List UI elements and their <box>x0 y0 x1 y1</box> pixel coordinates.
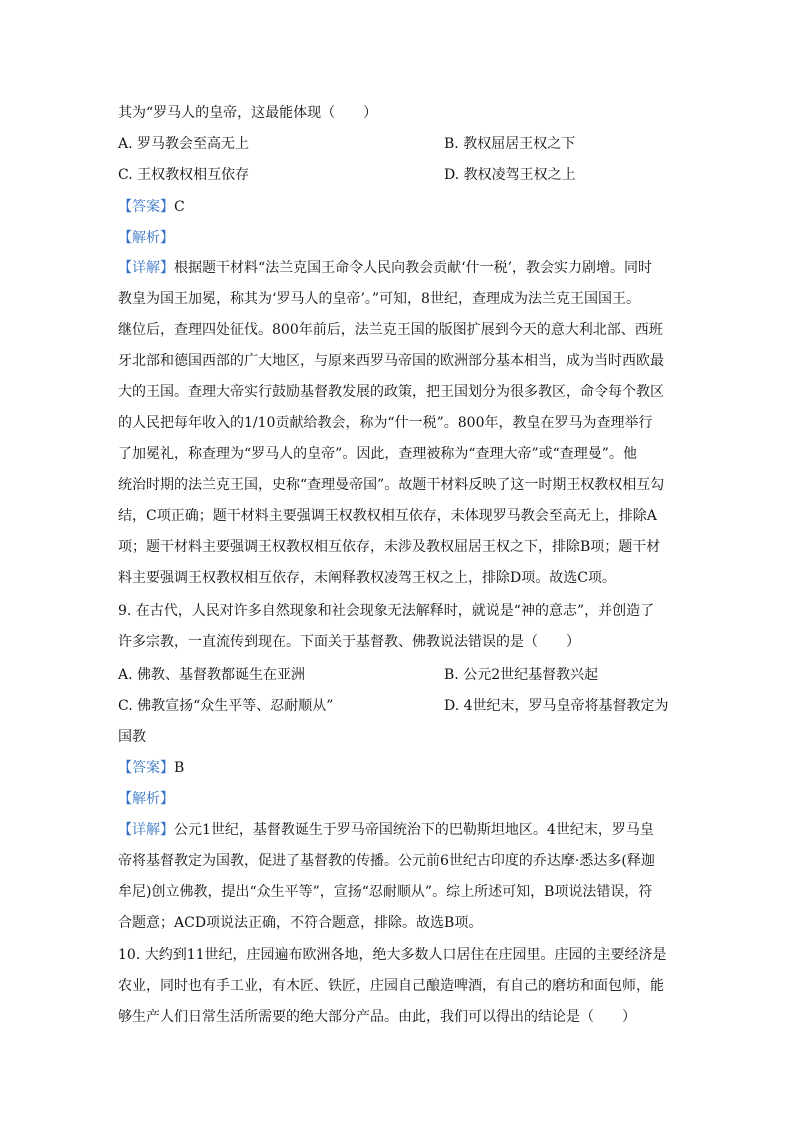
stem-line: 够生产人们日常生活所需要的绝大部分产品。由此，我们可以得出的结论是（ ） <box>118 1009 636 1025</box>
detail-line: 【详解】公元1世纪，基督教诞生于罗马帝国统治下的巴勒斯坦地区。4世纪末，罗马皇 <box>118 822 654 838</box>
q9-answer <box>118 758 184 778</box>
q9-option-b: B. 公元2世纪基督教兴起 <box>444 667 599 683</box>
detail-line: 帝将基督教定为国教，促进了基督教的传播。公元前6世纪古印度的乔达摩·悉达多(释迦 <box>118 853 655 869</box>
q9-option-c: C. 佛教宣扬“众生平等、忍耐顺从” <box>118 698 334 714</box>
q8-option-d: D. 教权凌驾王权之上 <box>444 167 576 183</box>
detail-line: 项；题干材料主要强调王权教权相互依存，未涉及教权屈居王权之下，排除B项；题干材 <box>118 539 661 555</box>
q8-option-b: B. 教权屈居王权之下 <box>444 136 576 152</box>
detail-line: 继位后，查理四处征伐。800年前后，法兰克王国的版图扩展到今天的意大利北部、西班 <box>118 322 663 338</box>
detail-line: 结，C项正确；题干材料主要强调王权教权相互依存，未体现罗马教会至高无上，排除A <box>118 508 657 524</box>
stem-line: 9. 在古代，人民对许多自然现象和社会现象无法解释时，就说是“神的意志”，并创造了 <box>118 603 655 619</box>
detail-line: 教皇为国王加冕，称其为‘罗马人的皇帝’。”可知，8世纪，查理成为法兰克王国国王。 <box>118 291 640 307</box>
detail-line: 牟尼)创立佛教，提出“众生平等”，宣扬“忍耐顺从”。综上所述可知，B项说法错误，符 <box>118 884 653 900</box>
detail-line: 牙北部和德国西部的广大地区，与原来西罗马帝国的欧洲部分基本相当，成为当时西欧最 <box>118 353 664 369</box>
detail-line: 了加冕礼，称查理为“罗马人的皇帝”。因此，查理被称为“查理大帝”或“查理曼”。他 <box>118 446 637 462</box>
answer-tag: 【答案】 <box>118 760 174 776</box>
answer-value: C <box>174 199 185 215</box>
q8-detail <box>118 253 678 594</box>
stem-line: 农业，同时也有手工业，有木匠、铁匠，庄园自己酿造啤酒，有自己的磨坊和面包师，能 <box>118 978 664 994</box>
analysis-tag: 【解析】 <box>118 230 174 246</box>
detail-line: 料主要强调王权教权相互依存，未阐释教权凌驾王权之上，排除D项。故选C项。 <box>118 570 616 586</box>
stem-line: 许多宗教，一直流传到现在。下面关于基督教、佛教说法错误的是（ ） <box>118 634 580 650</box>
detail-line: 统治时期的法兰克王国，史称“查理曼帝国”。故题干材料反映了这一时期王权教权相互勾 <box>118 477 665 493</box>
q10-stem <box>118 940 678 1033</box>
q9-detail <box>118 815 678 939</box>
q9-option-d-cont: 国教 <box>118 729 146 745</box>
q8-stem-tail: 其为“罗马人的皇帝，这最能体现（ ） <box>118 105 378 121</box>
detail-line: 【详解】根据题干材料“法兰克国王命令人民向教会贡献‘什一税’，教会实力剧增。同时 <box>118 260 653 276</box>
detail-tag: 【详解】 <box>118 260 174 276</box>
detail-line: 合题意；ACD项说法正确，不符合题意，排除。故选B项。 <box>118 915 483 931</box>
analysis-tag: 【解析】 <box>118 791 174 807</box>
q8-option-c: C. 王权教权相互依存 <box>118 167 250 183</box>
detail-line: 的人民把每年收入的1/10贡献给教会，称为“什一税”。800年，教皇在罗马为查理举行 <box>118 415 653 431</box>
q8-analysis-tag <box>118 228 174 248</box>
stem-line: 10. 大约到11世纪，庄园遍布欧洲各地，绝大多数人口居住在庄园里。庄园的主要经济是 <box>118 947 667 963</box>
q9-option-d: D. 4世纪末，罗马皇帝将基督教定为 <box>444 698 669 714</box>
answer-value: B <box>174 760 185 776</box>
q9-option-a: A. 佛教、基督教都诞生在亚洲 <box>118 667 306 683</box>
q8-option-a: A. 罗马教会至高无上 <box>118 136 250 152</box>
q8-answer <box>118 197 185 217</box>
answer-tag: 【答案】 <box>118 199 174 215</box>
detail-tag: 【详解】 <box>118 822 174 838</box>
q9-stem <box>118 596 678 658</box>
detail-line: 大的王国。查理大帝实行鼓励基督教发展的政策，把王国划分为很多教区，命令每个教区 <box>118 384 664 400</box>
q9-analysis-tag <box>118 789 174 809</box>
